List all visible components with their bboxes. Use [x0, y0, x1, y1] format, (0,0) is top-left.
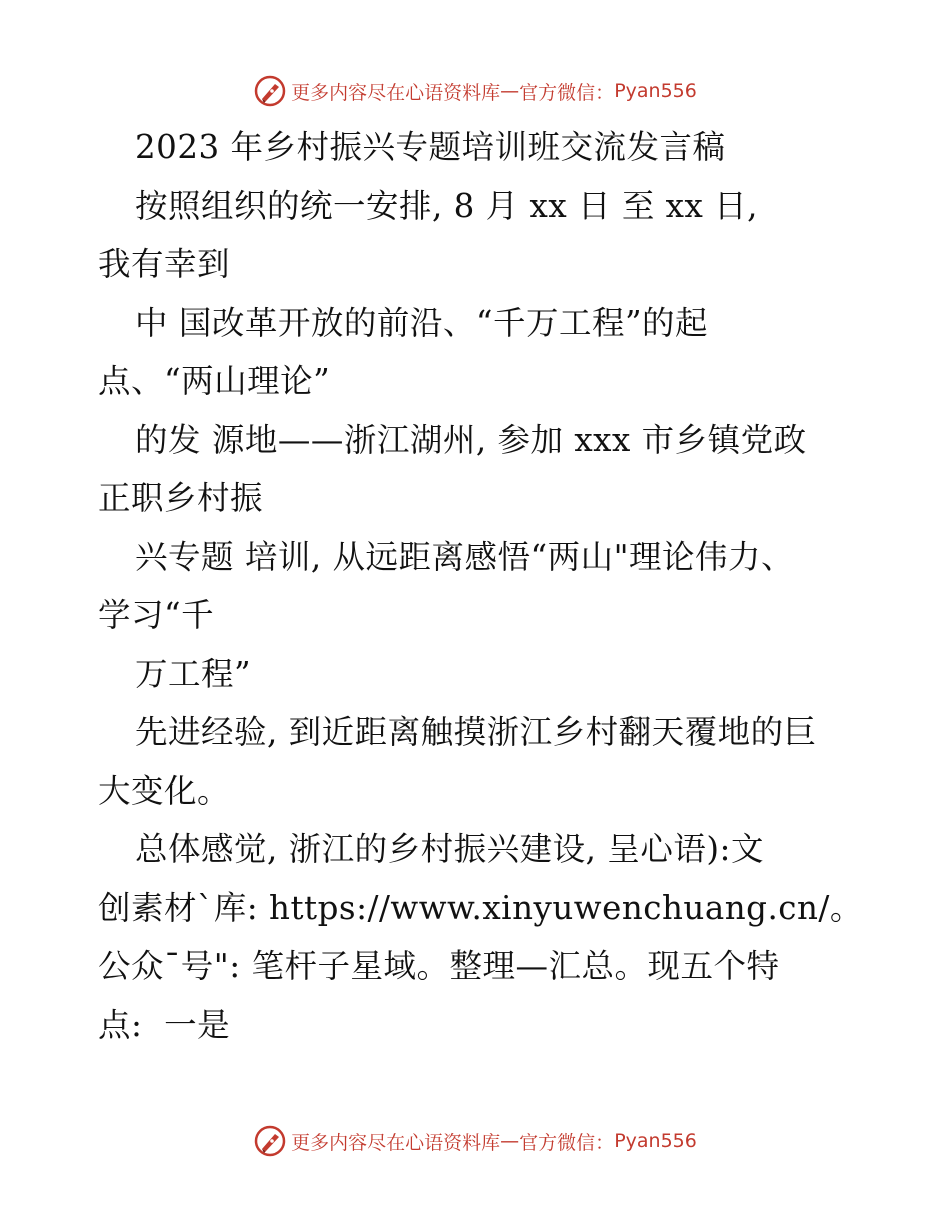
footer-banner	[0, 1121, 950, 1161]
footer-wechat-label: 官方微信：	[519, 1131, 615, 1154]
paragraph-line: 的发 源地——浙江湖州, 参加 xxx 市乡镇党政	[135, 420, 807, 459]
paragraph-line: 中 国改革开放的前沿、“千万工程”的起	[135, 303, 709, 342]
footer-site-text: 更多内容尽在心语资料库	[291, 1131, 501, 1154]
paragraph-line: 我有幸到	[98, 245, 231, 283]
paragraph-line: 创素材`库: https://www.xinyuwenchuang.cn/。	[98, 888, 863, 927]
paragraph-line: 先进经验, 到近距离触摸浙江乡村翻天覆地的巨	[135, 713, 817, 751]
paragraph-line: 点、“两山理论”	[98, 362, 331, 400]
paragraph-line: 正职乡村振	[98, 479, 264, 517]
header-wechat-id: Pyan556	[614, 80, 697, 102]
pen-nib-logo-icon	[253, 1124, 287, 1158]
header-separator: —	[500, 80, 520, 102]
paragraph-line: 公众¯号": 笔杆子星域。整理—汇总。现五个特	[98, 947, 780, 985]
paragraph-line: 兴专题 培训, 从远距离感悟“两山"理论伟力、	[135, 537, 795, 576]
header-wechat-label: 官方微信：	[519, 81, 615, 104]
paragraph-line: 点: 一是	[98, 1005, 231, 1044]
document-title: 2023 年乡村振兴专题培训班交流发言稿	[135, 128, 726, 166]
paragraph-line: 按照组织的统一安排, 8 月 xx 日 至 xx 日,	[135, 186, 758, 225]
footer-separator: —	[500, 1130, 520, 1152]
paragraph-line: 总体感觉, 浙江的乡村振兴建设, 呈心语):文	[135, 830, 764, 868]
footer-wechat-id: Pyan556	[614, 1130, 697, 1152]
paragraph-line: 学习“千	[98, 596, 215, 634]
paragraph-line: 万工程”	[135, 654, 252, 693]
header-site-text: 更多内容尽在心语资料库	[291, 81, 501, 104]
document-body	[98, 118, 878, 1054]
paragraph-line: 大变化。	[98, 771, 231, 810]
pen-nib-logo-icon	[253, 74, 287, 108]
header-banner	[0, 71, 950, 111]
